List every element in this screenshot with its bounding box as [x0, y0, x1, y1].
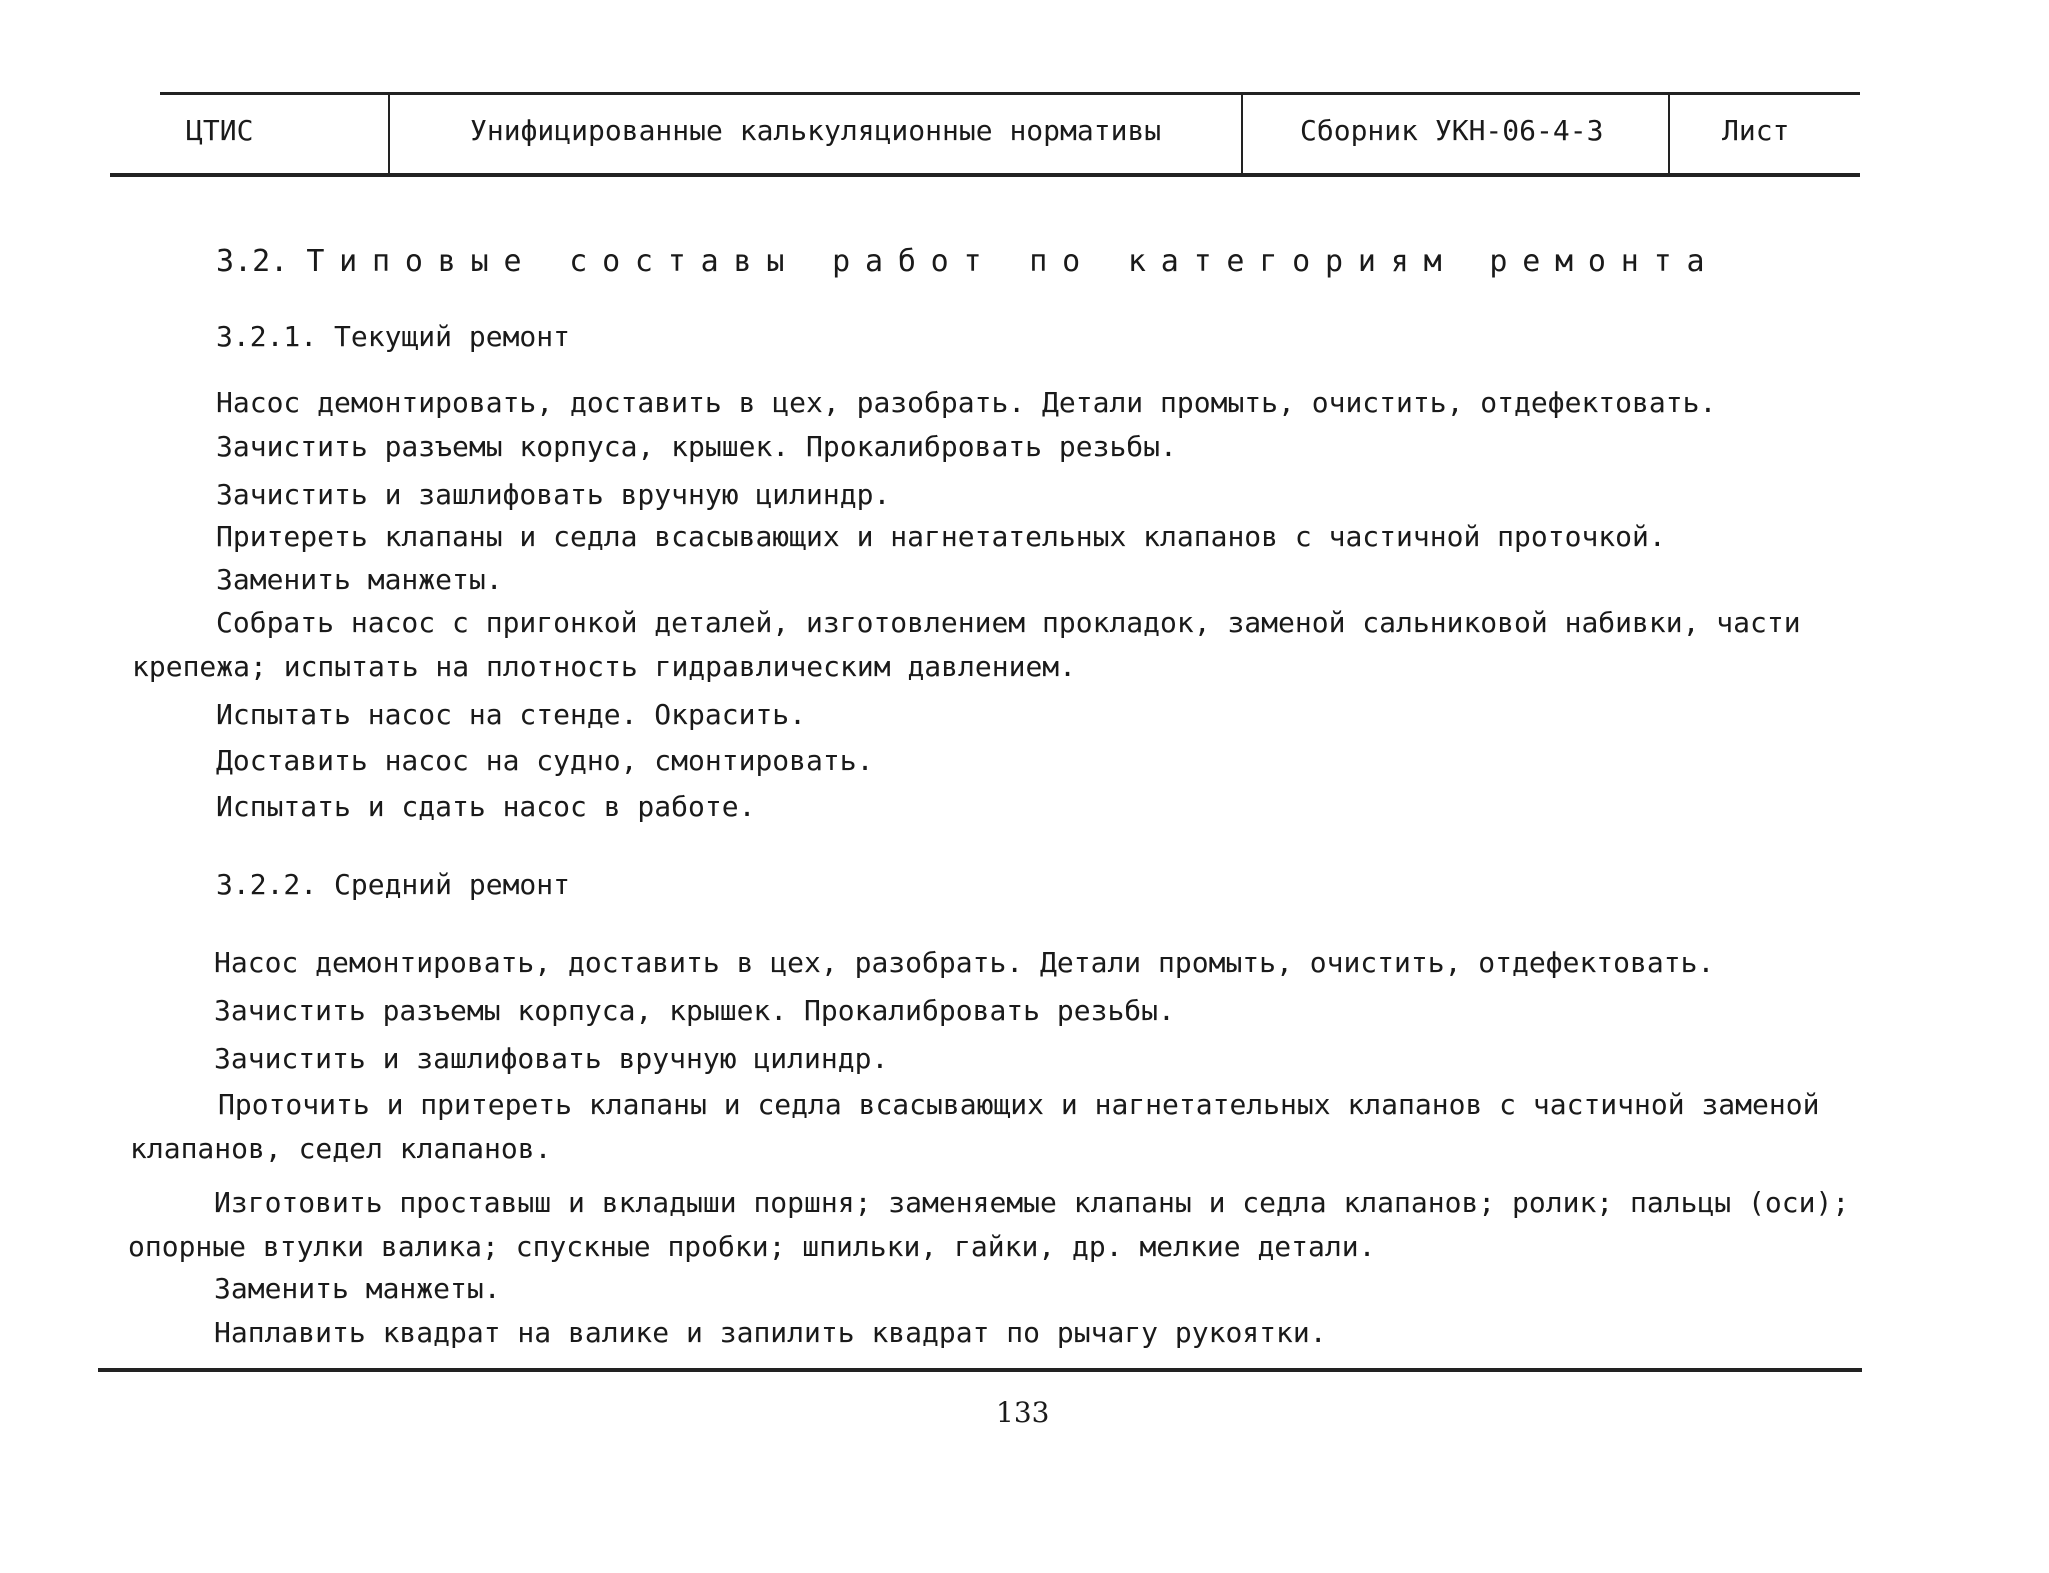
- text-line: Притереть клапаны и седла всасывающих и нагнетательных клапанов с частичной проточкой.: [216, 520, 1666, 553]
- header-collection: Сборник УКН-06-4-3: [1300, 114, 1604, 147]
- text-line: Заменить манжеты.: [214, 1272, 501, 1305]
- text-line: Зачистить разъемы корпуса, крышек. Прокалибровать резьбы.: [216, 430, 1177, 463]
- text-line: крепежа; испытать на плотность гидравлическим давлением.: [132, 650, 1077, 683]
- text-line: Зачистить и зашлифовать вручную цилиндр.: [216, 478, 891, 511]
- text-line: Зачистить разъемы корпуса, крышек. Прокалибровать резьбы.: [214, 994, 1175, 1027]
- section-title-text: Типовые составы работ по категориям ремонта: [306, 244, 1720, 279]
- text-line: Проточить и притереть клапаны и седла всасывающих и нагнетательных клапанов с частичной заменой: [218, 1088, 1820, 1121]
- page-number: 133: [996, 1396, 1050, 1429]
- text-line: Испытать и сдать насос в работе.: [216, 790, 756, 823]
- header-org: ЦТИС: [186, 114, 254, 147]
- section-title: [216, 244, 1719, 279]
- text-line: Изготовить проставыш и вкладыши поршня; заменяемые клапаны и седла клапанов; ролик; пальцы (оси);: [214, 1186, 1850, 1219]
- footer-rule: [98, 1368, 1862, 1372]
- text-line: Зачистить и зашлифовать вручную цилиндр.: [214, 1042, 889, 1075]
- subsection-heading-medium: 3.2.2. Средний ремонт: [216, 868, 571, 901]
- text-line: Испытать насос на стенде. Окрасить.: [216, 698, 807, 731]
- header-title: Унифицированные калькуляционные нормативы: [470, 114, 1162, 147]
- header-divider: [1241, 93, 1243, 175]
- text-line: Наплавить квадрат на валике и запилить квадрат по рычагу рукоятки.: [214, 1316, 1327, 1349]
- text-line: Доставить насос на судно, смонтировать.: [216, 744, 874, 777]
- header-divider: [1668, 93, 1670, 175]
- header-bottom-rule: [110, 173, 1860, 177]
- text-line: Насос демонтировать, доставить в цех, разобрать. Детали промыть, очистить, отдефектовать.: [216, 386, 1717, 419]
- text-line: Заменить манжеты.: [216, 563, 503, 596]
- text-line: Собрать насос с пригонкой деталей, изготовлением прокладок, заменой сальниковой набивки, части: [216, 606, 1801, 639]
- header-top-rule: [160, 92, 1860, 95]
- header-divider: [388, 93, 390, 175]
- header-sheet-label: Лист: [1722, 114, 1790, 147]
- text-line: опорные втулки валика; спускные пробки; шпильки, гайки, др. мелкие детали.: [128, 1230, 1376, 1263]
- subsection-heading-current: 3.2.1. Текущий ремонт: [216, 320, 571, 353]
- text-line: клапанов, седел клапанов.: [130, 1132, 552, 1165]
- section-number: 3.2.: [216, 244, 289, 279]
- text-line: Насос демонтировать, доставить в цех, разобрать. Детали промыть, очистить, отдефектовать.: [214, 946, 1715, 979]
